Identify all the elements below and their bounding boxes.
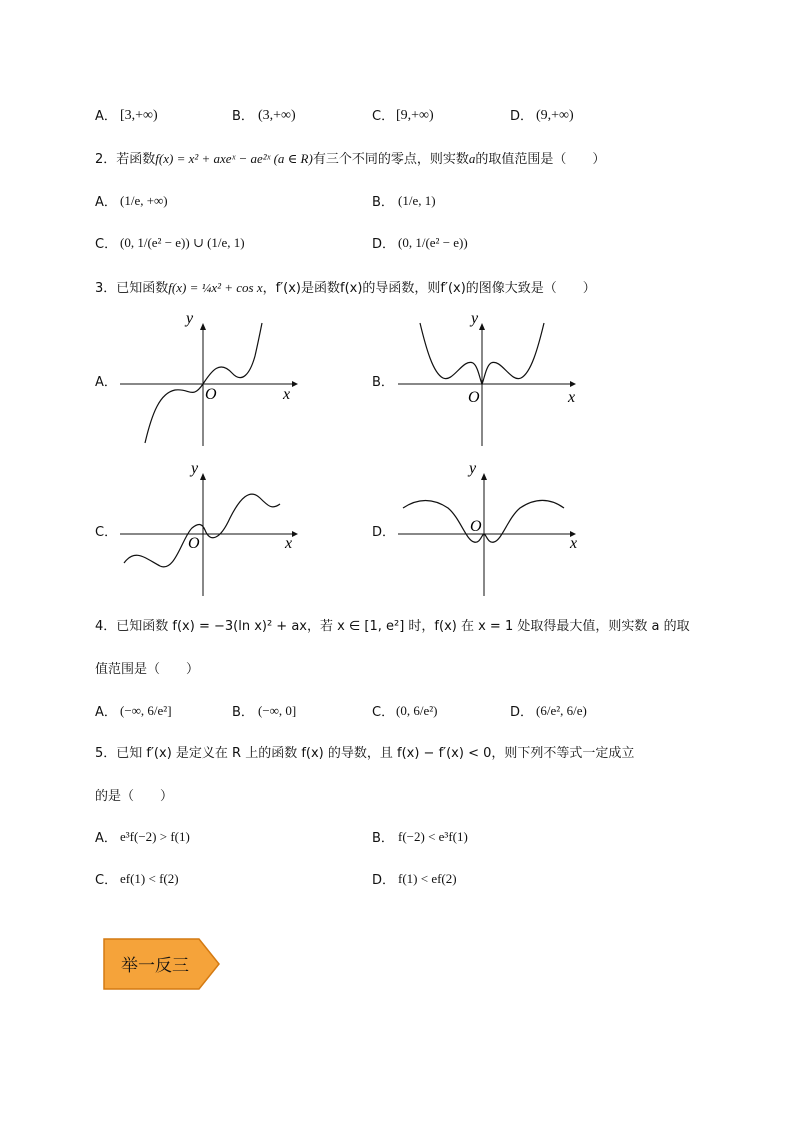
q1-option-c-value: [9,+∞): [396, 108, 434, 123]
q5-option-d-value: f(1) < ef(2): [398, 871, 457, 886]
q5-option-b-label: B．: [372, 831, 394, 846]
q2-option-a-label: A．: [95, 195, 117, 210]
q2-option-a-value: (1/e, +∞): [120, 193, 168, 208]
q1-option-d-label: D．: [510, 109, 534, 124]
q3-formula: f(x) = ¼x² + cos x: [168, 280, 263, 295]
q1-option-a-value: [3,+∞): [120, 108, 158, 123]
origin-label: O: [188, 535, 200, 552]
q5-stem-line2: 的是（ ）: [95, 789, 174, 804]
x-label: x: [285, 535, 293, 552]
section-badge: [103, 938, 223, 992]
q2-formula: f(x) = x² + axeˣ − ae²ˣ (a ∈ R): [155, 151, 313, 166]
q4-option-a-value: (−∞, 6/e²]: [120, 703, 172, 718]
q3-option-d-label: D．: [372, 525, 396, 540]
q2-option-c-label: C．: [95, 237, 118, 252]
q1-option-b-value: (3,+∞): [258, 108, 296, 123]
x-axis-arrow-icon: [292, 381, 298, 387]
q2-option-d-label: D．: [372, 237, 396, 252]
q1-option-d-value: (9,+∞): [536, 108, 574, 123]
q1-option-a-label: A．: [95, 109, 117, 124]
q5-option-a-label: A．: [95, 831, 117, 846]
q2-suffix: 有三个不同的零点，则实数: [312, 152, 469, 167]
q4-option-b-value: (−∞, 0]: [258, 703, 297, 718]
q4-option-a-label: A．: [95, 705, 117, 720]
q4-stem-line1: 4．已知函数 f(x) = −3(ln x)² + ax，若 x ∈ [1, e²] 时，f(x) 在 x = 1 处取得最大值，则实数 a 的取: [95, 619, 690, 634]
y-axis-arrow-icon: [200, 323, 206, 330]
q4-option-c-label: C．: [372, 705, 395, 720]
q4-option-d-label: D．: [510, 705, 534, 720]
y-label: y: [469, 460, 477, 477]
q2-option-b-label: B．: [372, 195, 394, 210]
curve-c: [124, 494, 280, 567]
q3-graph-c: [120, 460, 320, 598]
x-label: x: [568, 389, 576, 406]
y-axis-arrow-icon: [481, 473, 487, 480]
q2-var: a: [468, 151, 476, 166]
origin-label: O: [470, 518, 482, 535]
x-axis-arrow-icon: [292, 531, 298, 537]
q4-stem-line2: 值范围是（ ）: [95, 662, 200, 677]
q5-option-d-label: D．: [372, 873, 396, 888]
origin-label: O: [468, 389, 480, 406]
q1-option-b-label: B．: [232, 109, 254, 124]
q2-option-c-value: (0, 1/(e² − e)) ∪ (1/e, 1): [120, 235, 245, 250]
q3-graph-b: [398, 310, 598, 448]
q5-option-c-value: ef(1) < f(2): [120, 871, 179, 886]
y-axis-arrow-icon: [200, 473, 206, 480]
q3-option-a-label: A．: [95, 375, 117, 390]
q5-option-b-value: f(−2) < e³f(1): [398, 829, 468, 844]
badge-label: 举一反三: [121, 956, 189, 976]
y-label: y: [471, 310, 479, 327]
q3-graph-a: [120, 310, 300, 448]
q3-option-b-label: B．: [372, 375, 394, 390]
q3-stem: [95, 281, 596, 295]
y-label: y: [186, 310, 194, 327]
q4-option-b-label: B．: [232, 705, 254, 720]
q5-stem-line1: 5．已知 f′(x) 是定义在 R 上的函数 f(x) 的导数，且 f(x) − f′(x) < 0，则下列不等式一定成立: [95, 746, 635, 761]
q4-option-c-value: (0, 6/e²): [396, 703, 438, 718]
q3-mid: ，f′(x)是函数f(x)的导函数，则f′(x)的图像大致是（ ）: [262, 281, 596, 296]
q1-option-c-label: C．: [372, 109, 395, 124]
origin-label: O: [205, 386, 217, 403]
q2-stem: [95, 152, 605, 166]
q4-option-d-value: (6/e², 6/e): [536, 703, 587, 718]
q3-graph-d: [398, 460, 598, 598]
q5-option-c-label: C．: [95, 873, 118, 888]
x-label: x: [570, 535, 578, 552]
y-axis-arrow-icon: [479, 323, 485, 330]
q2-prefix: 2．若函数: [95, 152, 156, 167]
x-label: x: [283, 386, 291, 403]
y-label: y: [191, 460, 199, 477]
x-axis-arrow-icon: [570, 381, 576, 387]
q3-prefix: 3．已知函数: [95, 281, 169, 296]
q5-option-a-value: e³f(−2) > f(1): [120, 829, 190, 844]
q2-tail: 的取值范围是（ ）: [475, 152, 606, 167]
q3-option-c-label: C．: [95, 525, 118, 540]
q2-option-d-value: (0, 1/(e² − e)): [398, 235, 468, 250]
q2-option-b-value: (1/e, 1): [398, 193, 436, 208]
